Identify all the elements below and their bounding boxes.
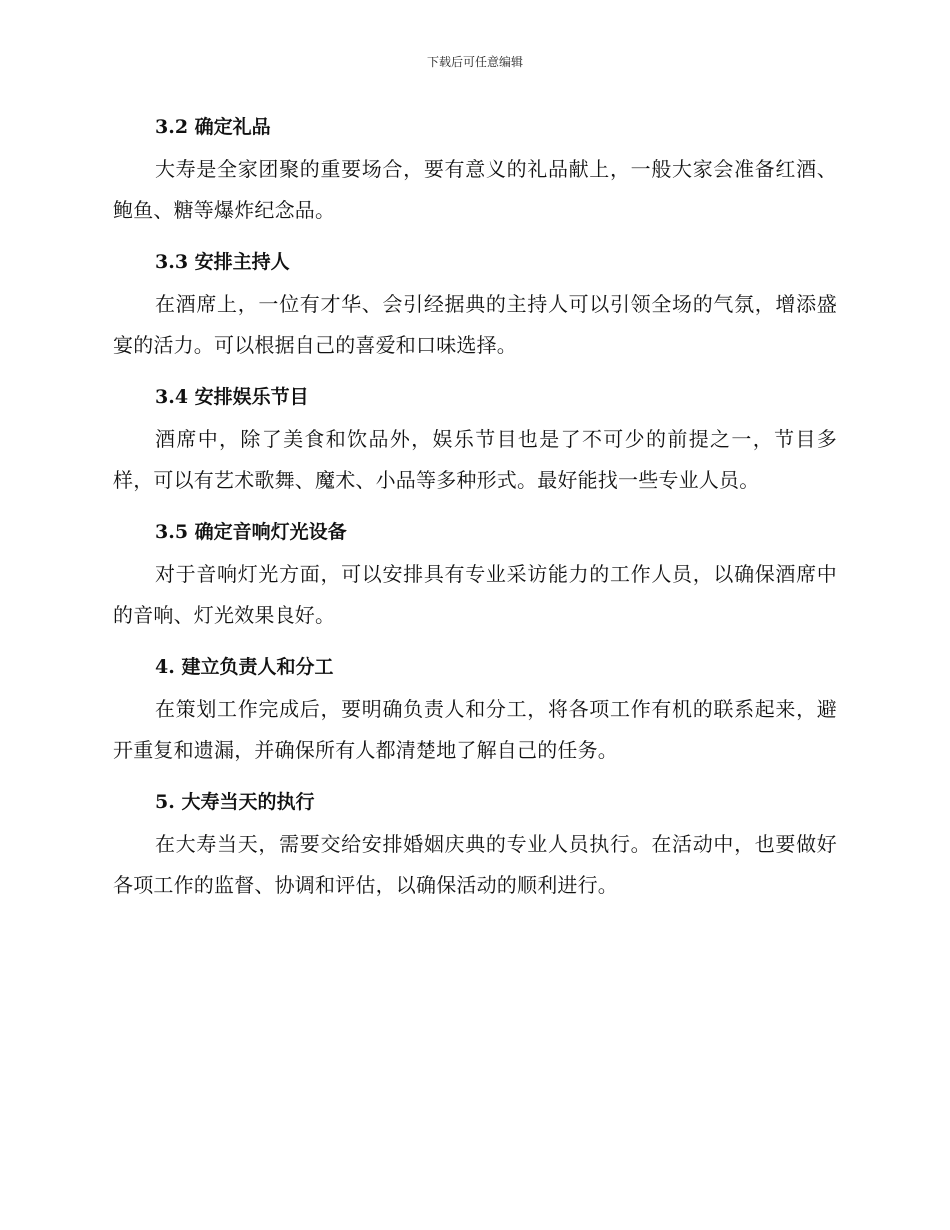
section-4 [113, 649, 837, 771]
section-heading: 3.2 确定礼品 [155, 116, 271, 138]
section-paragraph: 在策划工作完成后，要明确负责人和分工，将各项工作有机的联系起来，避开重复和遗漏，并确保所有人都清楚地了解自己的任务。 [113, 697, 837, 762]
section-heading: 4. 建立负责人和分工 [155, 656, 334, 678]
section-heading: 5. 大寿当天的执行 [155, 791, 315, 813]
section-3-3 [113, 244, 837, 366]
section-paragraph: 在大寿当天，需要交给安排婚姻庆典的专业人员执行。在活动中，也要做好各项工作的监督、协调和评估，以确保活动的顺利进行。 [113, 832, 837, 897]
section-heading: 3.5 确定音响灯光设备 [155, 521, 347, 543]
section-3-5 [113, 514, 837, 636]
section-3-4 [113, 379, 837, 501]
section-paragraph: 酒席中，除了美食和饮品外，娱乐节目也是了不可少的前提之一，节目多样，可以有艺术歌舞、魔术、小品等多种形式。最好能找一些专业人员。 [113, 427, 837, 492]
section-paragraph: 对于音响灯光方面，可以安排具有专业采访能力的工作人员，以确保酒席中的音响、灯光效果良好。 [113, 562, 837, 627]
document-content [113, 109, 837, 919]
section-heading: 3.4 安排娱乐节目 [155, 386, 309, 408]
section-paragraph: 在酒席上，一位有才华、会引经据典的主持人可以引领全场的气氛，增添盛宴的活力。可以根据自己的喜爱和口味选择。 [113, 292, 837, 357]
section-heading: 3.3 安排主持人 [155, 251, 290, 273]
section-3-2 [113, 109, 837, 231]
section-5 [113, 784, 837, 906]
page-header: 下载后可任意编辑 [426, 55, 523, 69]
section-paragraph: 大寿是全家团聚的重要场合，要有意义的礼品献上，一般大家会准备红酒、鲍鱼、糖等爆炸纪念品。 [113, 157, 837, 222]
